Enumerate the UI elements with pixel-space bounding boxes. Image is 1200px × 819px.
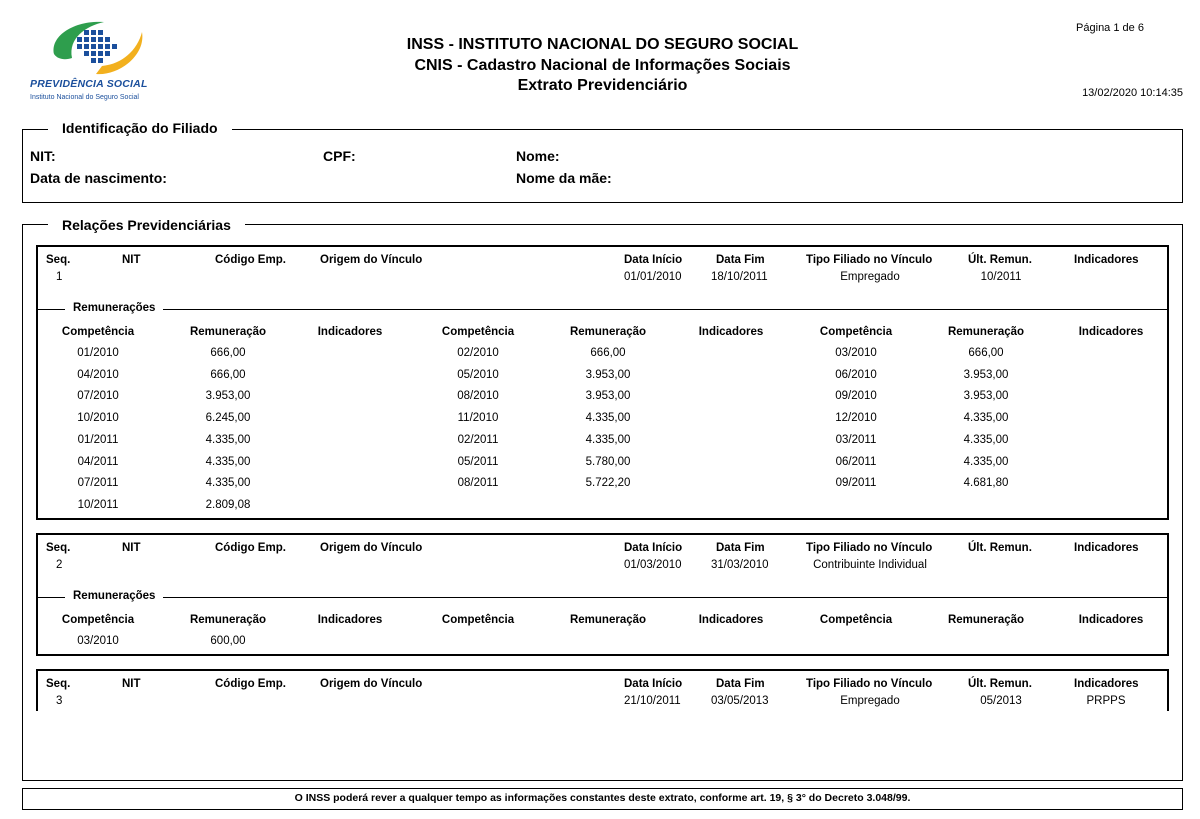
- col-data-fim-header: Data Fim: [716, 542, 765, 554]
- remuneracao-col-header: Remuneração: [569, 614, 647, 626]
- col-nit-header: NIT: [122, 542, 141, 554]
- filiado-legend: Identificação do Filiado: [48, 120, 232, 136]
- col-ult-remun-header: Últ. Remun.: [968, 678, 1032, 690]
- remuneracao-col-header: Indicadores: [698, 614, 764, 626]
- vinculo-tipo-filiado: Empregado: [840, 271, 900, 283]
- col-codigo-emp-header: Código Emp.: [215, 254, 286, 266]
- col-tipo-filiado-header: Tipo Filiado no Vínculo: [806, 542, 933, 554]
- remuneracao-competencia: 07/2010: [77, 390, 119, 403]
- vinculo-seq: 3: [56, 695, 63, 707]
- timestamp: 13/02/2020 10:14:35: [1082, 87, 1183, 99]
- vinculo-data-fim: 18/10/2011: [711, 271, 768, 283]
- header-line-3: Extrato Previdenciário: [517, 77, 688, 94]
- previdencia-logo: [28, 18, 158, 104]
- remuneracao-col-header: Competência: [819, 326, 893, 338]
- remuneracao-valor: 4.335,00: [963, 412, 1009, 425]
- remuneracao-valor: 4.335,00: [205, 433, 251, 446]
- remuneracao-competencia: 06/2010: [835, 368, 877, 381]
- remuneracao-valor: 4.335,00: [205, 477, 251, 490]
- previdencia-logo-icon: [46, 18, 146, 78]
- vinculo-tipo-filiado: Empregado: [840, 695, 900, 707]
- remuneracao-valor: 4.335,00: [963, 433, 1009, 446]
- remuneracao-col-header: Competência: [441, 614, 515, 626]
- remuneracao-competencia: 09/2010: [835, 390, 877, 403]
- col-origem-vinculo-header: Origem do Vínculo: [320, 542, 423, 554]
- vinculo-data-inicio: 01/01/2010: [624, 271, 682, 283]
- vinculo-seq: 2: [56, 559, 63, 571]
- col-seq-header: Seq.: [46, 678, 71, 690]
- remuneracao-valor: 3.953,00: [205, 390, 251, 403]
- remuneracao-col-header: Competência: [819, 614, 893, 626]
- header-line-2: CNIS - Cadastro Nacional de Informações Sociais: [414, 57, 791, 74]
- page-break-mask: [30, 711, 1175, 771]
- remuneracao-competencia: 04/2010: [77, 368, 119, 381]
- col-origem-vinculo-header: Origem do Vínculo: [320, 678, 423, 690]
- col-origem-vinculo-header: Origem do Vínculo: [320, 254, 423, 266]
- remuneracoes-legend: Remunerações: [65, 590, 163, 602]
- remuneracao-competencia: 09/2011: [835, 477, 877, 490]
- remuneracao-col-header: Competência: [61, 326, 135, 338]
- remuneracao-competencia: 01/2010: [77, 347, 119, 359]
- vinculo-data-inicio: 01/03/2010: [624, 559, 682, 571]
- remuneracao-valor: 3.953,00: [585, 368, 631, 381]
- remuneracao-valor: 4.335,00: [585, 412, 631, 425]
- remuneracao-valor: 3.953,00: [963, 390, 1009, 403]
- remuneracao-col-header: Competência: [441, 326, 515, 338]
- remuneracao-valor: 5.780,00: [585, 455, 631, 468]
- cpf-label: CPF:: [323, 148, 356, 164]
- col-indicadores-header: Indicadores: [1074, 678, 1139, 690]
- remuneracao-competencia: 03/2010: [835, 347, 877, 359]
- remuneracao-valor: 6.245,00: [205, 412, 251, 425]
- vinculo-data-fim: 31/03/2010: [711, 559, 769, 571]
- relacoes-legend: Relações Previdenciárias: [48, 217, 245, 233]
- mae-label: Nome da mãe:: [516, 170, 612, 186]
- col-data-inicio-header: Data Início: [624, 254, 683, 266]
- footer-note: O INSS poderá rever a qualquer tempo as informações constantes deste extrato, conforme art. 19, § 3° do Decreto 3.048/99.: [22, 788, 1183, 810]
- remuneracao-valor: 4.335,00: [963, 455, 1009, 468]
- page-number: Página 1 de 6: [1076, 22, 1144, 34]
- remuneracao-col-header: Remuneração: [189, 614, 267, 626]
- col-seq-header: Seq.: [46, 542, 71, 554]
- logo-title: PREVIDÊNCIA SOCIAL: [30, 78, 148, 90]
- filiado-section: [22, 129, 1183, 203]
- remuneracao-valor: 4.335,00: [585, 433, 631, 446]
- col-nit-header: NIT: [122, 254, 141, 266]
- remuneracao-col-header: Indicadores: [1078, 614, 1144, 626]
- remuneracao-competencia: 05/2011: [457, 455, 499, 468]
- col-nit-header: NIT: [122, 678, 141, 690]
- remuneracao-col-header: Remuneração: [569, 326, 647, 338]
- remuneracao-valor: 600,00: [210, 635, 246, 647]
- remuneracao-valor: 4.335,00: [205, 455, 251, 468]
- col-indicadores-header: Indicadores: [1074, 254, 1139, 266]
- header-line-1: INSS - INSTITUTO NACIONAL DO SEGURO SOCIAL: [406, 36, 799, 53]
- col-ult-remun-header: Últ. Remun.: [968, 542, 1032, 554]
- remuneracao-valor: 666,00: [968, 347, 1004, 359]
- col-data-inicio-header: Data Início: [624, 678, 683, 690]
- remuneracao-competencia: 01/2011: [77, 433, 119, 446]
- remuneracao-col-header: Competência: [61, 614, 135, 626]
- remuneracao-col-header: Indicadores: [698, 326, 764, 338]
- remuneracao-competencia: 06/2011: [835, 455, 877, 468]
- col-ult-remun-header: Últ. Remun.: [968, 254, 1032, 266]
- remuneracao-competencia: 08/2010: [457, 390, 499, 403]
- vinculo-data-fim: 03/05/2013: [711, 695, 769, 707]
- vinculo-ult-remun: 05/2013: [980, 695, 1022, 707]
- remuneracao-competencia: 03/2010: [77, 635, 119, 647]
- remuneracao-competencia: 07/2011: [77, 477, 119, 490]
- vinculo-data-inicio: 21/10/2011: [624, 695, 681, 707]
- remuneracoes-divider: [36, 309, 1169, 310]
- vinculo-tipo-filiado: Contribuinte Individual: [813, 559, 927, 571]
- remuneracao-competencia: 04/2011: [77, 455, 119, 468]
- remuneracao-valor: 666,00: [210, 347, 246, 359]
- remuneracao-col-header: Indicadores: [1078, 326, 1144, 338]
- remuneracao-competencia: 05/2010: [457, 368, 499, 381]
- nit-label: NIT:: [30, 148, 56, 164]
- col-data-fim-header: Data Fim: [716, 678, 765, 690]
- remuneracao-valor: 666,00: [590, 347, 626, 359]
- remuneracao-valor: 2.809,08: [205, 498, 251, 511]
- col-tipo-filiado-header: Tipo Filiado no Vínculo: [806, 678, 933, 690]
- remuneracao-competencia: 12/2010: [835, 412, 877, 425]
- remuneracao-competencia: 03/2011: [835, 433, 877, 446]
- remuneracao-valor: 3.953,00: [963, 368, 1009, 381]
- remuneracao-competencia: 10/2011: [77, 498, 119, 511]
- logo-subtitle: Instituto Nacional do Seguro Social: [30, 94, 139, 101]
- remuneracao-valor: 5.722,20: [585, 477, 631, 490]
- remuneracao-col-header: Remuneração: [947, 614, 1025, 626]
- vinculo-seq: 1: [56, 271, 63, 283]
- nascimento-label: Data de nascimento:: [30, 170, 167, 186]
- remuneracao-valor: 666,00: [210, 368, 246, 381]
- col-codigo-emp-header: Código Emp.: [215, 678, 286, 690]
- remuneracao-competencia: 02/2010: [457, 347, 499, 359]
- col-seq-header: Seq.: [46, 254, 71, 266]
- remuneracao-col-header: Indicadores: [317, 326, 383, 338]
- vinculo-ult-remun: 10/2011: [980, 271, 1022, 283]
- remuneracao-col-header: Remuneração: [947, 326, 1025, 338]
- remuneracao-valor: 4.681,80: [963, 477, 1009, 490]
- col-codigo-emp-header: Código Emp.: [215, 542, 286, 554]
- remuneracao-competencia: 08/2011: [457, 477, 499, 490]
- vinculo-indicadores: PRPPS: [1086, 695, 1126, 707]
- remuneracoes-divider: [36, 597, 1169, 598]
- remuneracao-valor: 3.953,00: [585, 390, 631, 403]
- remuneracao-col-header: Remuneração: [189, 326, 267, 338]
- col-data-fim-header: Data Fim: [716, 254, 765, 266]
- remuneracao-competencia: 10/2010: [77, 412, 119, 425]
- col-indicadores-header: Indicadores: [1074, 542, 1139, 554]
- remuneracoes-legend: Remunerações: [65, 302, 163, 314]
- col-tipo-filiado-header: Tipo Filiado no Vínculo: [806, 254, 933, 266]
- nome-label: Nome:: [516, 148, 560, 164]
- remuneracao-competencia: 02/2011: [457, 433, 499, 446]
- remuneracao-competencia: 11/2010: [457, 412, 499, 425]
- remuneracao-col-header: Indicadores: [317, 614, 383, 626]
- col-data-inicio-header: Data Início: [624, 542, 683, 554]
